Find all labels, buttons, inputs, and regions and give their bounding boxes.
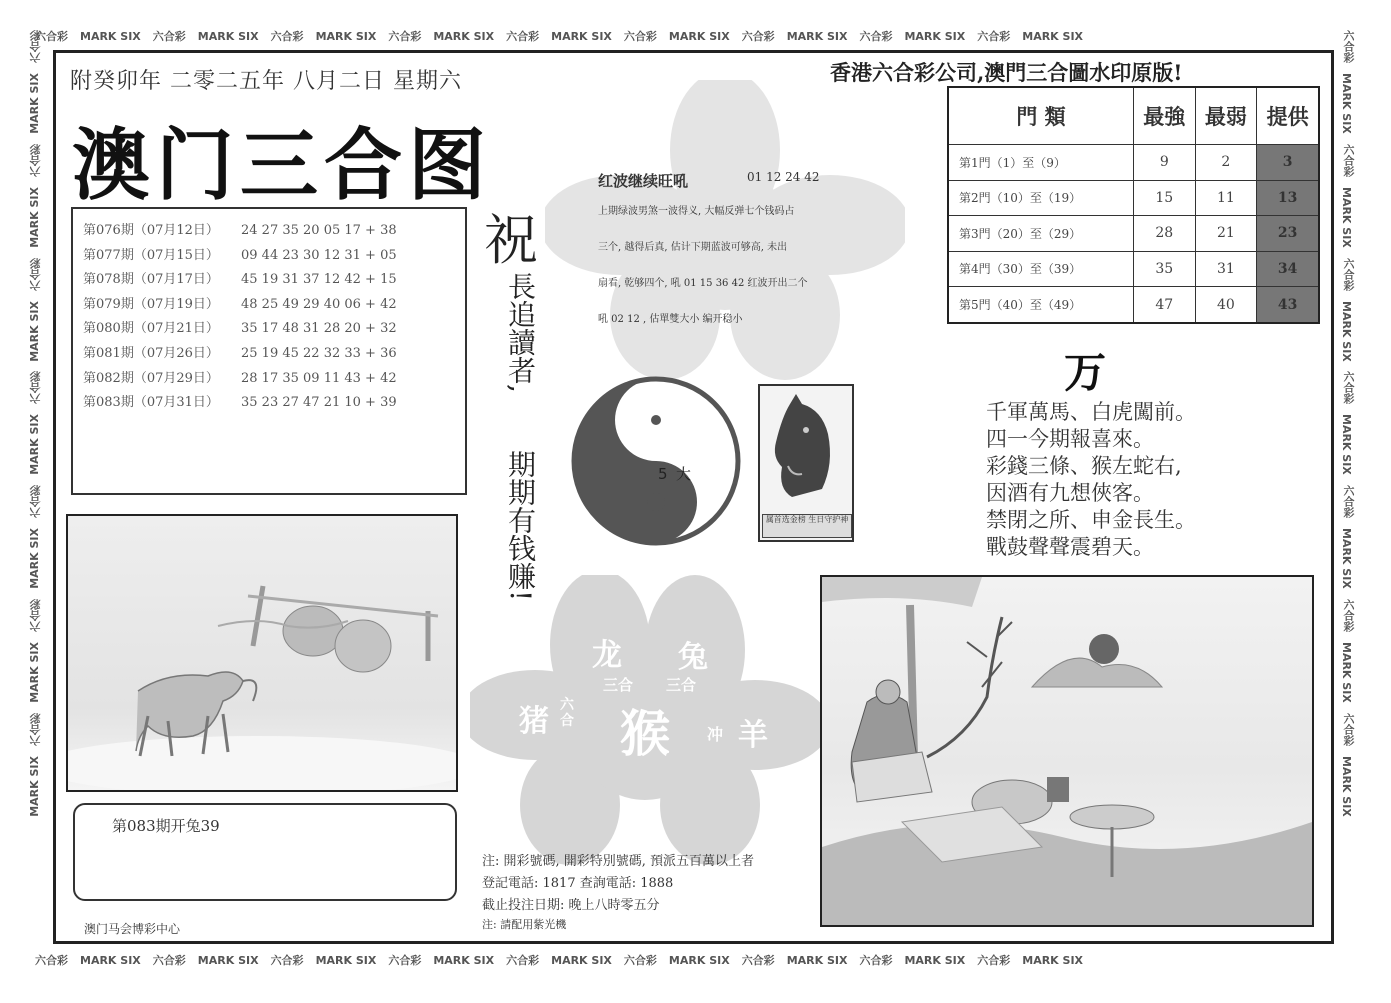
border-brand-text: MARK SIX — [28, 641, 41, 703]
odds-range: 第3門（20）至（29） — [948, 216, 1134, 252]
border-brand-text: MARK SIX — [28, 186, 41, 248]
border-brand-text: MARK SIX — [786, 30, 848, 43]
border-brand-text: MARK SIX — [28, 528, 41, 589]
odds-strong: 35 — [1134, 251, 1196, 287]
border-brand-text: MARK SIX — [28, 414, 41, 476]
poem-line: 彩錢三條、猴左蛇右, — [986, 454, 1182, 478]
zodiac-sanhe-1: 三合 — [603, 676, 634, 694]
history-period: 第079期（07月19日） — [83, 296, 219, 312]
zodiac-pig: 猪 — [519, 704, 549, 739]
border-logo-text: 六合彩 — [270, 30, 304, 43]
border-brand-text: MARK SIX — [1340, 755, 1353, 817]
page-title: 澳门三合图 — [72, 121, 493, 211]
history-numbers: 35 17 48 31 28 20 + 32 — [241, 321, 397, 337]
history-period: 第078期（07月17日） — [83, 272, 219, 288]
zodiac-dragon: 龙 — [592, 638, 622, 673]
poem-line: 千軍萬馬、白虎闖前。 — [986, 400, 1196, 424]
border-logo-text: 六合彩 — [1342, 371, 1355, 405]
zodiac-sheep: 羊 — [738, 718, 768, 753]
history-numbers: 24 27 35 20 05 17 + 38 — [241, 223, 397, 238]
poem-line: 四一今期報喜來。 — [986, 427, 1154, 451]
border-brand-text: MARK SIX — [433, 954, 495, 967]
odds-weak: 31 — [1195, 251, 1257, 287]
zodiac-monkey: 猴 — [620, 705, 670, 763]
zodiac-sanhe-2: 三合 — [666, 676, 697, 694]
poem-line: 因酒有九想俠客。 — [986, 481, 1154, 505]
border-logo-text: 六合彩 — [270, 954, 304, 967]
poem-line: 戰鼓聲聲震碧天。 — [986, 535, 1154, 559]
center-label: 澳门马会博彩中心 — [84, 922, 181, 936]
horse-head-icon — [760, 386, 852, 512]
border-logo-text: 六合彩 — [29, 598, 42, 632]
horse-caption: 属首选金榜 生日守护神 — [762, 514, 852, 538]
border-brand-text: MARK SIX — [786, 954, 848, 967]
yinyang-bottom-label: 大 — [676, 465, 692, 483]
history-row — [83, 268, 455, 293]
border-logo-text: 六合彩 — [1342, 712, 1355, 746]
history-period: 第077期（07月15日） — [83, 247, 219, 263]
odds-weak: 40 — [1195, 287, 1257, 324]
border-logo-text: 六合彩 — [1342, 485, 1355, 519]
odds-row — [948, 287, 1319, 324]
ox-painting — [66, 514, 458, 792]
border-brand-text: MARK SIX — [315, 30, 377, 43]
odds-strong: 47 — [1134, 287, 1196, 324]
right-border-strip — [1340, 30, 1360, 970]
border-logo-text: 六合彩 — [29, 143, 42, 177]
border-logo-text: 六合彩 — [741, 30, 775, 43]
odds-weak: 2 — [1195, 145, 1257, 181]
border-brand-text: MARK SIX — [197, 30, 259, 43]
history-row — [83, 342, 455, 367]
bottom-border-strip — [35, 952, 1355, 968]
border-logo-text: 六合彩 — [29, 371, 42, 405]
greeting-zhu: 祝 — [484, 209, 538, 272]
wave-paragraph-3: 扇看, 乾够四个, 吼 01 15 36 42 红波开出二个 — [598, 278, 808, 289]
border-logo-text: 六合彩 — [35, 30, 68, 43]
odds-provide: 34 — [1257, 251, 1319, 287]
wave-paragraph-2: 三个, 越得后真, 估计下期蓝波可够高, 未出 — [598, 242, 788, 253]
zodiac-rabbit: 兔 — [678, 640, 708, 675]
odds-range: 第4門（30）至（39） — [948, 251, 1134, 287]
odds-header-category: 門 類 — [948, 87, 1134, 145]
border-brand-text: MARK SIX — [315, 954, 377, 967]
history-row — [83, 391, 455, 416]
note-line-1: 注: 開彩號碼, 開彩特別號碼, 預派五百萬以上者 — [482, 854, 755, 869]
border-logo-text: 六合彩 — [152, 954, 186, 967]
odds-range: 第2門（10）至（19） — [948, 180, 1134, 216]
odds-provide: 23 — [1257, 216, 1319, 252]
flower-top-decoration — [545, 80, 905, 380]
odds-row — [948, 251, 1319, 287]
history-box — [71, 207, 467, 495]
border-logo-text: 六合彩 — [859, 954, 893, 967]
poem-title: 万 — [1064, 348, 1107, 397]
history-row — [83, 367, 455, 392]
history-row — [83, 317, 455, 342]
note-line-2: 登記電話: 1817 查詢電話: 1888 — [482, 876, 674, 891]
note-line-3: 截止投注日期: 晚上八時零五分 — [482, 898, 660, 913]
border-brand-text: MARK SIX — [197, 954, 259, 967]
wave-numbers: 01 12 24 42 — [747, 170, 820, 184]
border-brand-text: MARK SIX — [28, 73, 41, 134]
odds-provide: 43 — [1257, 287, 1319, 324]
odds-row — [948, 145, 1319, 181]
history-numbers: 25 19 45 22 32 33 + 36 — [241, 345, 397, 361]
border-logo-text: 六合彩 — [741, 954, 775, 967]
history-numbers: 35 23 27 47 21 10 + 39 — [241, 395, 397, 411]
border-brand-text: MARK SIX — [80, 954, 141, 967]
border-logo-text: 六合彩 — [35, 954, 68, 967]
border-logo-text: 六合彩 — [388, 30, 422, 43]
border-brand-text: MARK SIX — [1022, 954, 1084, 967]
border-logo-text: 六合彩 — [29, 30, 42, 63]
company-line: 香港六合彩公司,澳門三合圖水印原版! — [830, 60, 1183, 85]
ox-painting-art — [68, 516, 456, 790]
yinyang-top-number: 1 — [646, 391, 655, 407]
result-text: 第083期开兔39 — [112, 817, 220, 835]
history-period: 第080期（07月21日） — [83, 321, 219, 337]
left-border-strip — [28, 30, 48, 970]
border-logo-text: 六合彩 — [29, 485, 42, 519]
border-brand-text: MARK SIX — [28, 300, 41, 362]
border-logo-text: 六合彩 — [29, 712, 42, 746]
odds-provide: 13 — [1257, 180, 1319, 216]
greeting-line-1: 長追讀者, — [504, 272, 537, 393]
history-period: 第083期（07月31日） — [83, 395, 219, 411]
border-logo-text: 六合彩 — [623, 30, 657, 43]
border-logo-text: 六合彩 — [977, 30, 1011, 43]
border-logo-text: 六合彩 — [977, 954, 1011, 967]
wave-paragraph-1: 上期绿波男煞一波得义, 大幅反弹七个钱码占 — [598, 206, 795, 217]
history-numbers: 09 44 23 30 12 31 + 05 — [241, 247, 397, 263]
odds-range: 第1門（1）至（9） — [948, 145, 1134, 181]
border-brand-text: MARK SIX — [551, 30, 612, 43]
scholar-painting — [820, 575, 1314, 927]
odds-row — [948, 216, 1319, 252]
border-brand-text: MARK SIX — [1340, 300, 1353, 362]
border-brand-text: MARK SIX — [551, 954, 612, 967]
border-logo-text: 六合彩 — [1342, 30, 1355, 63]
history-row — [83, 293, 455, 318]
odds-strong: 15 — [1134, 180, 1196, 216]
border-brand-text: MARK SIX — [1340, 528, 1353, 589]
border-brand-text: MARK SIX — [28, 755, 41, 817]
border-brand-text: MARK SIX — [1340, 73, 1353, 134]
border-logo-text: 六合彩 — [1342, 598, 1355, 632]
border-brand-text: MARK SIX — [80, 30, 141, 43]
border-brand-text: MARK SIX — [904, 30, 966, 43]
border-brand-text: MARK SIX — [1340, 641, 1353, 703]
border-logo-text: 六合彩 — [388, 954, 422, 967]
wave-paragraph-4: 吼 02 12 , 估單雙大小 编开稳小 — [598, 314, 743, 325]
poem-line: 禁閉之所、申金長生。 — [986, 508, 1196, 532]
wave-title: 红波继续旺吼 — [598, 172, 689, 190]
border-logo-text: 六合彩 — [1342, 143, 1355, 177]
date-line: 附癸卯年 二零二五年 八月二日 星期六 — [70, 69, 462, 94]
history-numbers: 28 17 35 09 11 43 + 42 — [241, 370, 397, 386]
border-logo-text: 六合彩 — [29, 257, 42, 291]
border-brand-text: MARK SIX — [1022, 30, 1084, 43]
odds-header-provide: 提供 — [1257, 87, 1319, 145]
border-brand-text: MARK SIX — [1340, 186, 1353, 248]
border-logo-text: 六合彩 — [859, 30, 893, 43]
top-border-strip — [35, 28, 1355, 44]
border-brand-text: MARK SIX — [668, 954, 730, 967]
border-brand-text: MARK SIX — [668, 30, 730, 43]
odds-provide: 3 — [1257, 145, 1319, 181]
history-row — [83, 219, 455, 244]
history-period: 第076期（07月12日） — [83, 223, 219, 238]
history-row — [83, 244, 455, 269]
border-logo-text: 六合彩 — [152, 30, 186, 43]
note-line-4: 注: 請配用紫光機 — [482, 918, 567, 931]
history-period: 第082期（07月29日） — [83, 370, 219, 386]
zodiac-liuhe: 六合 — [560, 697, 574, 729]
scholar-painting-art — [822, 577, 1312, 925]
zodiac-chong: 冲 — [707, 725, 724, 744]
border-brand-text: MARK SIX — [433, 30, 495, 43]
border-logo-text: 六合彩 — [623, 954, 657, 967]
border-logo-text: 六合彩 — [506, 30, 540, 43]
odds-strong: 9 — [1134, 145, 1196, 181]
border-brand-text: MARK SIX — [1340, 414, 1353, 476]
greeting-line-2: 期期有钱赚! — [504, 450, 537, 602]
border-logo-text: 六合彩 — [1342, 257, 1355, 291]
history-period: 第081期（07月26日） — [83, 345, 219, 361]
odds-weak: 21 — [1195, 216, 1257, 252]
odds-header-weak: 最弱 — [1195, 87, 1257, 145]
odds-table — [947, 86, 1320, 324]
yinyang-bottom-number: 5 — [658, 465, 668, 483]
odds-header-strong: 最強 — [1134, 87, 1196, 145]
odds-weak: 11 — [1195, 180, 1257, 216]
history-numbers: 45 19 31 37 12 42 + 15 — [241, 272, 397, 288]
odds-row — [948, 180, 1319, 216]
odds-range: 第5門（40）至（49） — [948, 287, 1134, 324]
odds-header-row — [948, 87, 1319, 145]
border-brand-text: MARK SIX — [904, 954, 966, 967]
odds-strong: 28 — [1134, 216, 1196, 252]
yinyang-icon — [570, 375, 742, 547]
history-numbers: 48 25 49 29 40 06 + 42 — [241, 296, 397, 312]
border-logo-text: 六合彩 — [506, 954, 540, 967]
